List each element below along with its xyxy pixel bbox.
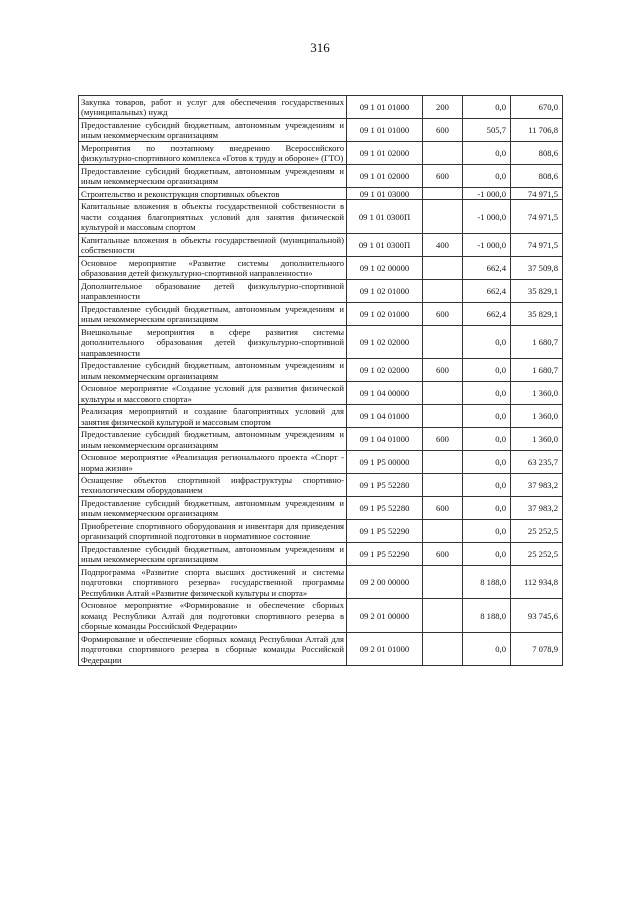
row-type-cell <box>423 405 463 428</box>
row-code-cell: 09 1 01 02000 <box>347 164 423 187</box>
table-row <box>79 359 563 382</box>
row-total-cell: 74 971,5 <box>511 187 563 199</box>
row-type-cell <box>423 325 463 358</box>
table-row <box>79 496 563 519</box>
row-change-cell: 0,0 <box>463 405 511 428</box>
row-code-cell: 09 1 04 01000 <box>347 428 423 451</box>
row-type-cell <box>423 256 463 279</box>
row-change-cell: -1 000,0 <box>463 187 511 199</box>
row-total-cell: 37 509,8 <box>511 256 563 279</box>
row-total-cell: 1 360,0 <box>511 428 563 451</box>
row-type-cell <box>423 279 463 302</box>
row-code-cell: 09 2 00 00000 <box>347 565 423 598</box>
row-change-cell: 0,0 <box>463 451 511 474</box>
row-type-cell <box>423 451 463 474</box>
row-total-cell: 1 360,0 <box>511 382 563 405</box>
row-change-cell: 0,0 <box>463 519 511 542</box>
table-row <box>79 542 563 565</box>
row-name-cell: Предоставление субсидий бюджетным, автономным учреждениям и иным некоммерческим организациям <box>79 496 347 519</box>
row-type-cell: 600 <box>423 359 463 382</box>
row-code-cell: 09 1 P5 52290 <box>347 519 423 542</box>
budget-table-body <box>79 96 563 666</box>
row-code-cell: 09 1 01 01000 <box>347 118 423 141</box>
row-change-cell: 0,0 <box>463 496 511 519</box>
row-change-cell: 0,0 <box>463 164 511 187</box>
table-row <box>79 256 563 279</box>
row-name-cell: Капитальные вложения в объекты государственной (муниципальной) собственности <box>79 233 347 256</box>
row-code-cell: 09 1 04 00000 <box>347 382 423 405</box>
row-name-cell: Дополнительное образование детей физкультурно-спортивной направленности <box>79 279 347 302</box>
row-code-cell: 09 1 01 0300П <box>347 233 423 256</box>
row-code-cell: 09 1 02 01000 <box>347 302 423 325</box>
table-row <box>79 428 563 451</box>
table-row <box>79 451 563 474</box>
row-change-cell: 0,0 <box>463 428 511 451</box>
table-row <box>79 200 563 233</box>
row-total-cell: 808,6 <box>511 164 563 187</box>
row-change-cell: 0,0 <box>463 96 511 119</box>
table-row <box>79 164 563 187</box>
table-row <box>79 233 563 256</box>
row-total-cell: 74 971,5 <box>511 233 563 256</box>
row-name-cell: Предоставление субсидий бюджетным, автономным учреждениям и иным некоммерческим организациям <box>79 542 347 565</box>
row-total-cell: 93 745,6 <box>511 599 563 632</box>
row-code-cell: 09 1 P5 52280 <box>347 496 423 519</box>
table-row <box>79 96 563 119</box>
row-name-cell: Строительство и реконструкция спортивных объектов <box>79 187 347 199</box>
row-total-cell: 35 829,1 <box>511 279 563 302</box>
row-code-cell: 09 1 02 00000 <box>347 256 423 279</box>
row-name-cell: Предоставление субсидий бюджетным, автономным учреждениям и иным некоммерческим организациям <box>79 302 347 325</box>
table-row <box>79 473 563 496</box>
table-row <box>79 632 563 665</box>
row-total-cell: 25 252,5 <box>511 542 563 565</box>
row-change-cell: 0,0 <box>463 382 511 405</box>
table-row <box>79 279 563 302</box>
row-change-cell: 0,0 <box>463 542 511 565</box>
row-type-cell: 200 <box>423 96 463 119</box>
row-total-cell: 1 680,7 <box>511 325 563 358</box>
row-change-cell: 0,0 <box>463 632 511 665</box>
row-total-cell: 1 680,7 <box>511 359 563 382</box>
row-total-cell: 74 971,5 <box>511 200 563 233</box>
row-code-cell: 09 1 02 02000 <box>347 359 423 382</box>
row-change-cell: -1 000,0 <box>463 233 511 256</box>
row-code-cell: 09 2 01 00000 <box>347 599 423 632</box>
row-name-cell: Основное мероприятие «Развитие системы дополнительного образования детей физкультурно-спортивной направленности» <box>79 256 347 279</box>
row-change-cell: 0,0 <box>463 359 511 382</box>
row-name-cell: Внешкольные мероприятия в сфере развития системы дополнительного образования детей физкультурно-спортивной направленности <box>79 325 347 358</box>
row-type-cell: 400 <box>423 233 463 256</box>
row-type-cell <box>423 473 463 496</box>
row-name-cell: Мероприятия по поэтапному внедрению Всероссийского физкультурно-спортивного комплекса «Готов к труду и обороне» (ГТО) <box>79 141 347 164</box>
page-number: 316 <box>310 40 330 55</box>
row-code-cell: 09 1 P5 52290 <box>347 542 423 565</box>
row-code-cell: 09 2 01 01000 <box>347 632 423 665</box>
row-change-cell: 662,4 <box>463 256 511 279</box>
row-type-cell <box>423 200 463 233</box>
row-name-cell: Предоставление субсидий бюджетным, автономным учреждениям и иным некоммерческим организациям <box>79 428 347 451</box>
table-row <box>79 565 563 598</box>
row-code-cell: 09 1 01 0300П <box>347 200 423 233</box>
budget-table <box>78 95 563 666</box>
row-total-cell: 808,6 <box>511 141 563 164</box>
row-name-cell: Предоставление субсидий бюджетным, автономным учреждениям и иным некоммерческим организациям <box>79 118 347 141</box>
table-row <box>79 599 563 632</box>
table-row <box>79 405 563 428</box>
row-type-cell: 600 <box>423 302 463 325</box>
row-type-cell <box>423 632 463 665</box>
row-name-cell: Формирование и обеспечение сборных команд Республики Алтай для подготовки спортивного резерва в сборные команды Российской Федерации <box>79 632 347 665</box>
row-name-cell: Оснащение объектов спортивной инфраструктуры спортивно-технологическим оборудованием <box>79 473 347 496</box>
row-change-cell: 505,7 <box>463 118 511 141</box>
row-total-cell: 1 360,0 <box>511 405 563 428</box>
row-type-cell <box>423 382 463 405</box>
row-type-cell: 600 <box>423 496 463 519</box>
row-code-cell: 09 1 04 01000 <box>347 405 423 428</box>
row-name-cell: Приобретение спортивного оборудования и инвентаря для приведения организаций спортивной подготовки в нормативное состояние <box>79 519 347 542</box>
row-name-cell: Реализация мероприятий и создание благоприятных условий для занятия физической культурой и массовым спортом <box>79 405 347 428</box>
row-name-cell: Подпрограмма «Развитие спорта высших достижений и системы подготовки спортивного резерва» государственной программы Республики Алтай «Развитие физической культуры и спорта» <box>79 565 347 598</box>
row-name-cell: Основное мероприятие «Создание условий для развития физической культуры и массового спорта» <box>79 382 347 405</box>
row-code-cell: 09 1 01 03000 <box>347 187 423 199</box>
table-row <box>79 118 563 141</box>
row-code-cell: 09 1 01 01000 <box>347 96 423 119</box>
row-name-cell: Предоставление субсидий бюджетным, автономным учреждениям и иным некоммерческим организациям <box>79 359 347 382</box>
row-change-cell: 0,0 <box>463 473 511 496</box>
row-type-cell: 600 <box>423 118 463 141</box>
row-change-cell: 0,0 <box>463 141 511 164</box>
table-row <box>79 141 563 164</box>
row-code-cell: 09 1 02 02000 <box>347 325 423 358</box>
table-row <box>79 382 563 405</box>
row-type-cell: 600 <box>423 164 463 187</box>
row-total-cell: 112 934,8 <box>511 565 563 598</box>
row-total-cell: 37 983,2 <box>511 496 563 519</box>
row-name-cell: Основное мероприятие «Формирование и обеспечение сборных команд Республики Алтай для подготовки спортивного резерва в сборные команды Российской Федерации» <box>79 599 347 632</box>
row-total-cell: 670,0 <box>511 96 563 119</box>
row-change-cell: 662,4 <box>463 279 511 302</box>
row-change-cell: -1 000,0 <box>463 200 511 233</box>
row-type-cell: 600 <box>423 428 463 451</box>
row-name-cell: Основное мероприятие «Реализация регионального проекта «Спорт - норма жизни» <box>79 451 347 474</box>
row-type-cell <box>423 599 463 632</box>
row-total-cell: 37 983,2 <box>511 473 563 496</box>
table-row <box>79 187 563 199</box>
row-code-cell: 09 1 02 01000 <box>347 279 423 302</box>
row-name-cell: Закупка товаров, работ и услуг для обеспечения государственных (муниципальных) нужд <box>79 96 347 119</box>
row-name-cell: Капитальные вложения в объекты государственной собственности в части создания благоприятных условий для занятия физической культурой и массовым спортом <box>79 200 347 233</box>
row-change-cell: 662,4 <box>463 302 511 325</box>
table-row <box>79 302 563 325</box>
table-row <box>79 519 563 542</box>
row-name-cell: Предоставление субсидий бюджетным, автономным учреждениям и иным некоммерческим организациям <box>79 164 347 187</box>
row-code-cell: 09 1 P5 00000 <box>347 451 423 474</box>
table-row <box>79 325 563 358</box>
row-total-cell: 7 078,9 <box>511 632 563 665</box>
row-type-cell <box>423 141 463 164</box>
row-type-cell: 600 <box>423 542 463 565</box>
row-total-cell: 35 829,1 <box>511 302 563 325</box>
row-change-cell: 0,0 <box>463 325 511 358</box>
row-change-cell: 8 188,0 <box>463 565 511 598</box>
row-total-cell: 11 706,8 <box>511 118 563 141</box>
row-type-cell <box>423 519 463 542</box>
row-type-cell <box>423 565 463 598</box>
row-code-cell: 09 1 P5 52280 <box>347 473 423 496</box>
row-total-cell: 63 235,7 <box>511 451 563 474</box>
row-total-cell: 25 252,5 <box>511 519 563 542</box>
row-type-cell <box>423 187 463 199</box>
row-code-cell: 09 1 01 02000 <box>347 141 423 164</box>
row-change-cell: 8 188,0 <box>463 599 511 632</box>
